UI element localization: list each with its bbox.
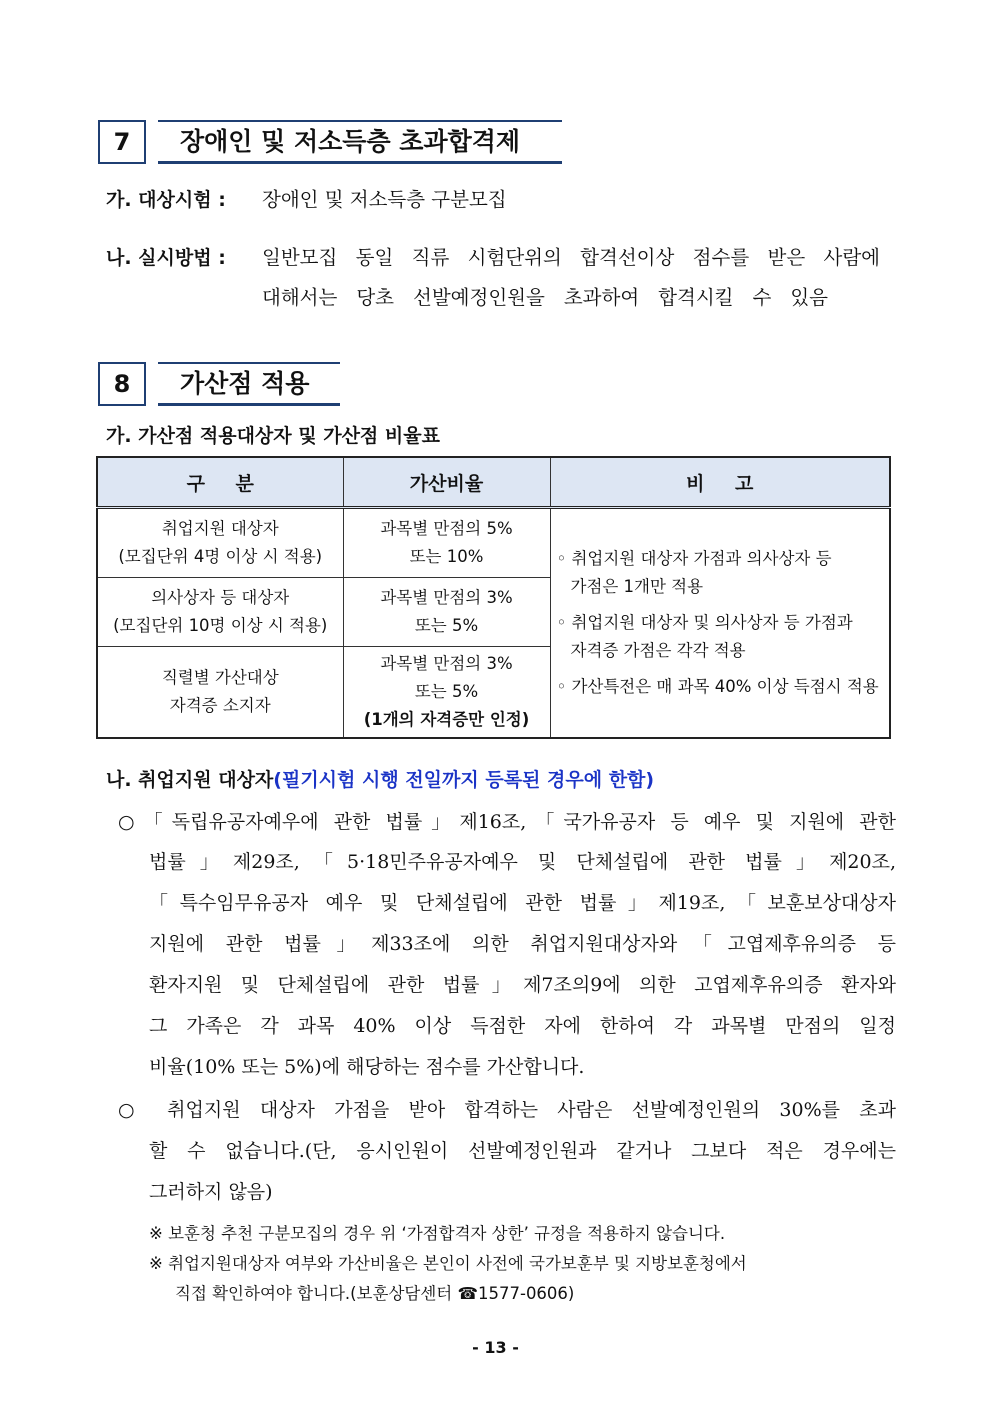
remark-line: ◦ 취업지원 대상자 및 의사상자 등 가점과 [556,613,853,632]
remark-line: ※ 보훈청 추천 구분모집의 경우 위 ‘가점합격자 상한’ 규정을 적용하지 않습니다. [149,1224,726,1243]
subsection-a-title: 가. 가산점 적용대상자 및 가산점 비율표 [106,425,440,447]
remark-line: 자격증 가점은 각각 적용 [570,641,746,660]
rate-cell [343,647,550,739]
section-number: 8 [98,362,146,406]
rate-line: 또는 10% [409,547,484,566]
target-cell [97,647,343,739]
target-cell [97,578,343,647]
table-header-row [97,457,890,508]
item-text: 장애인 및 저소득층 구분모집 [262,188,507,211]
rate-line: 과목별 만점의 3% [380,588,513,607]
section-title: 가산점 적용 [158,362,340,406]
section-number: 7 [98,120,146,164]
subsection-b-condition: (필기시험 시행 전일까지 등록된 경우에 한함) [273,769,655,791]
paragraph-line: ○ 취업지원 대상자 가점을 받아 합격하는 사람은 선발예정인원의 30%를 초과 [118,1099,896,1121]
paragraph-line: 「특수임무유공자 예우 및 단체설립에 관한 법률」제19조,「보훈보상대상자 [149,892,896,914]
item-label: 나. 실시방법 : [106,247,226,269]
paragraph-line: 그 가족은 각 과목 40% 이상 득점한 자에 한하여 각 과목별 만점의 일정 [149,1015,896,1037]
item-label: 가. 대상시험 : [106,189,226,211]
remark-item [557,609,890,665]
section-7-header [98,120,562,168]
paragraph-line: 법률」제29조,「5·18민주유공자예우 및 단체설립에 관한 법률」제20조, [149,851,896,873]
paragraph-line: 그러하지 않음) [149,1181,273,1203]
col-header-rate: 가산비율 [343,457,550,508]
target-line: 의사상자 등 대상자 [151,588,290,607]
bonus-points-table [96,456,891,739]
item-text: 대해서는 당초 선발예정인원을 초과하여 합격시킬 수 있음 [262,286,828,309]
remark-line: ◦ 가산특전은 매 과목 40% 이상 득점시 적용 [556,677,879,696]
section-title: 장애인 및 저소득층 초과합격제 [158,120,562,164]
target-line: 자격증 소지자 [169,696,271,715]
item-text: 일반모집 동일 직류 시험단위의 합격선이상 점수를 받은 사람에 [262,246,880,269]
subsection-b-title [106,768,654,792]
target-line: (모집단위 10명 이상 시 적용) [113,616,328,635]
remark-item [557,545,890,601]
page-number: - 13 - [472,1338,519,1357]
section-7-item-a [106,188,226,212]
target-line: 직렬별 가산대상 [161,668,279,687]
section-7-item-b [106,246,226,270]
rate-line: 과목별 만점의 5% [380,519,513,538]
paragraph-line: 지원에 관한 법률」제33조에 의한 취업지원대상자와「고엽제후유의증 등 [149,933,896,955]
paragraph-line: 할 수 없습니다.(단, 응시인원이 선발예정인원과 같거나 그보다 적은 경우에는 [149,1140,896,1162]
remark-line: ※ 취업지원대상자 여부와 가산비율은 본인이 사전에 국가보훈부 및 지방보훈청에서 [149,1254,747,1273]
target-cell [97,508,343,578]
target-line: 취업지원 대상자 [161,519,279,538]
rate-line: 또는 5% [414,682,479,701]
rate-cell [343,578,550,647]
subsection-b-label: 나. 취업지원 대상자 [106,769,274,791]
rate-line: 과목별 만점의 3% [380,654,513,673]
target-line: (모집단위 4명 이상 시 적용) [118,547,323,566]
section-8-header [98,362,340,410]
rate-cell [343,508,550,578]
remark-line: 가점은 1개만 적용 [570,577,704,596]
remark-item [557,673,890,701]
remark-line: ◦ 취업지원 대상자 가점과 의사상자 등 [556,549,832,568]
paragraph-line: 비율(10% 또는 5%)에 해당하는 점수를 가산합니다. [149,1056,585,1078]
table-row [97,508,890,578]
col-header-category: 구 분 [97,457,343,508]
paragraph-line: ○「독립유공자예우에 관한 법률」제16조,「국가유공자 등 예우 및 지원에 관한 [118,811,896,833]
rate-line: (1개의 자격증만 인정) [363,710,530,729]
paragraph-line: 환자지원 및 단체설립에 관한 법률」제7조의9에 의한 고엽제후유의증 환자와 [149,974,896,996]
remarks-cell [550,508,890,739]
rate-line: 또는 5% [414,616,479,635]
remark-line: 직접 확인하여야 합니다.(보훈상담센터 ☎1577-0606) [175,1284,575,1303]
col-header-remarks: 비 고 [550,457,890,508]
